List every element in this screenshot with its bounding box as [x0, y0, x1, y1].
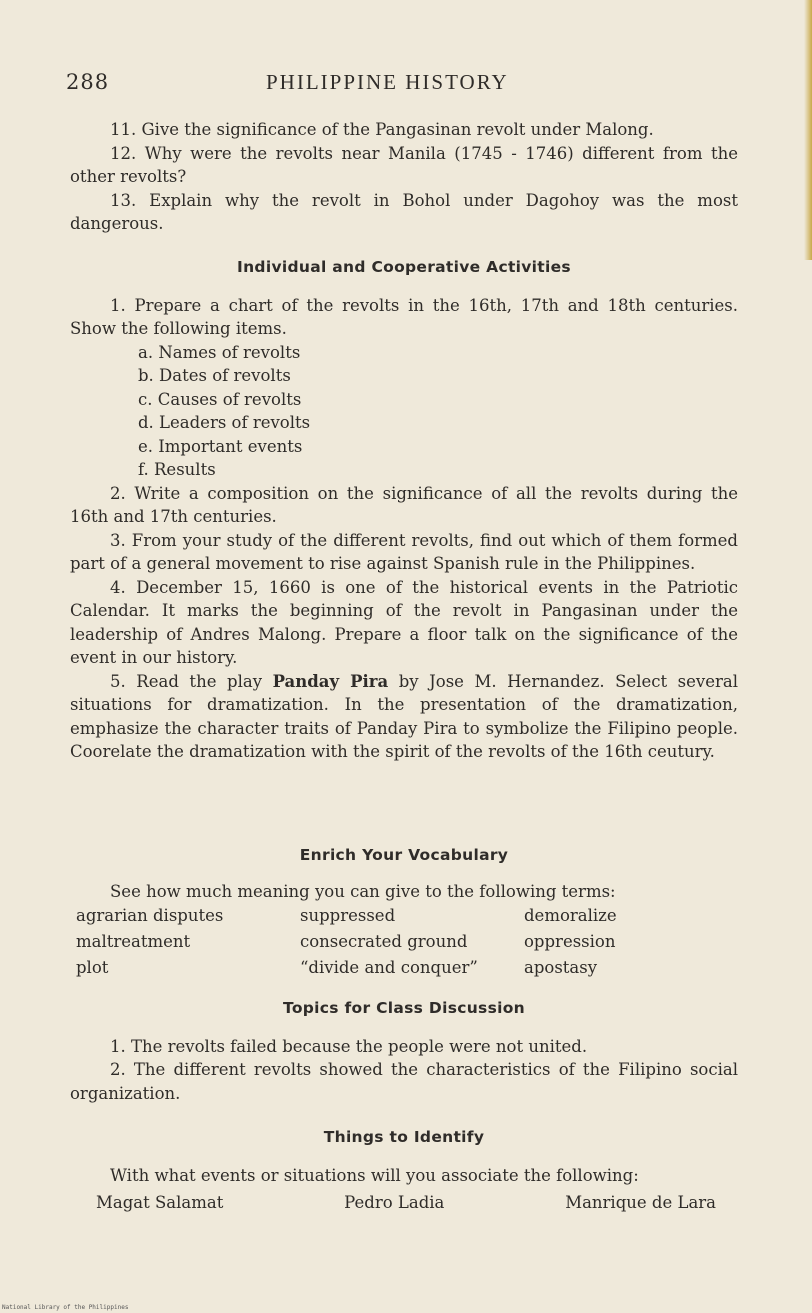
page-edge: [804, 0, 812, 260]
vocabulary-intro: See how much meaning you can give to the following terms:: [110, 881, 616, 901]
discussion-section: [70, 997, 738, 1105]
vocab-term: demoralize: [524, 906, 617, 925]
activity-4: 4. December 15, 1660 is one of the historical events in the Patriotic Calendar. It marks the beginning of the revolt in Pangasinan under the leadership of Andres Malong. Prepare a floor talk on the significance of the event in our history.: [70, 577, 738, 667]
play-title: Panday Pira: [272, 671, 389, 691]
library-watermark: National Library of the Philippines: [2, 1304, 129, 1311]
question-13: 13. Explain why the revolt in Bohol under Dagohoy was the most dangerous.: [70, 190, 738, 233]
question-12: 12. Why were the revolts near Manila (1745 - 1746) different from the other revolts?: [70, 143, 738, 186]
activities-heading: Individual and Cooperative Activities: [237, 258, 571, 276]
vocab-term: oppression: [524, 932, 616, 951]
running-title: PHILIPPINE HISTORY: [266, 70, 509, 94]
page-header: [66, 70, 746, 100]
identify-heading: Things to Identify: [323, 1128, 485, 1146]
question-11: 11. Give the significance of the Pangasinan revolt under Malong.: [110, 120, 654, 139]
activities-section: [70, 256, 738, 764]
activity-5: [70, 670, 738, 764]
identify-name: Pedro Ladia: [344, 1193, 445, 1212]
activity-1: 1. Prepare a chart of the revolts in the 16th, 17th and 18th centuries. Show the following items.: [70, 295, 738, 338]
identify-name: Manrique de Lara: [565, 1193, 716, 1212]
discussion-item: 1. The revolts failed because the people were not united.: [110, 1036, 588, 1056]
vocab-term: suppressed: [300, 906, 396, 925]
identify-name: Magat Salamat: [96, 1193, 224, 1212]
vocab-term: apostasy: [524, 958, 598, 977]
vocabulary-section: [70, 844, 738, 981]
identify-section: [70, 1126, 738, 1215]
activity-3: 3. From your study of the different revolts, find out which of them formed part of a general movement to rise against Spanish rule in the Philippines.: [70, 530, 738, 573]
discussion-heading: Topics for Class Discussion: [283, 999, 525, 1017]
vocab-term: agrarian disputes: [76, 906, 224, 925]
activity-5-rest: by Jose M. Hernandez. Select several situations for dramatization. In the presentation of the dramatization, emphasize the character traits of Panday Pira to symbolize the Filipino people. Coorelate the dramatization with the spirit of the revolts of the 16th ceutury.: [70, 671, 738, 761]
subitem: b. Dates of revolts: [138, 366, 291, 385]
subitem: e. Important events: [138, 436, 303, 456]
subitem: a. Names of revolts: [138, 342, 301, 362]
vocabulary-heading: Enrich Your Vocabulary: [299, 846, 509, 864]
activity-2: 2. Write a composition on the significance of all the revolts during the 16th and 17th centuries.: [70, 483, 738, 526]
vocab-term: “divide and conquer”: [300, 958, 478, 977]
identify-intro: With what events or situations will you associate the following:: [110, 1165, 639, 1185]
subitem: d. Leaders of revolts: [138, 413, 311, 432]
questions-section: [70, 118, 738, 236]
page-number: 288: [66, 70, 110, 94]
vocab-term: consecrated ground: [300, 932, 468, 951]
vocabulary-terms: [76, 903, 738, 981]
subitem: f. Results: [138, 460, 216, 479]
identify-names: [96, 1191, 716, 1215]
activity-5-lead: 5. Read the play: [110, 671, 273, 691]
subitem: c. Causes of revolts: [138, 389, 302, 409]
discussion-item: 2. The different revolts showed the characteristics of the Filipino social organization.: [70, 1060, 738, 1103]
vocab-term: plot: [76, 958, 109, 977]
vocab-term: maltreatment: [76, 932, 191, 951]
